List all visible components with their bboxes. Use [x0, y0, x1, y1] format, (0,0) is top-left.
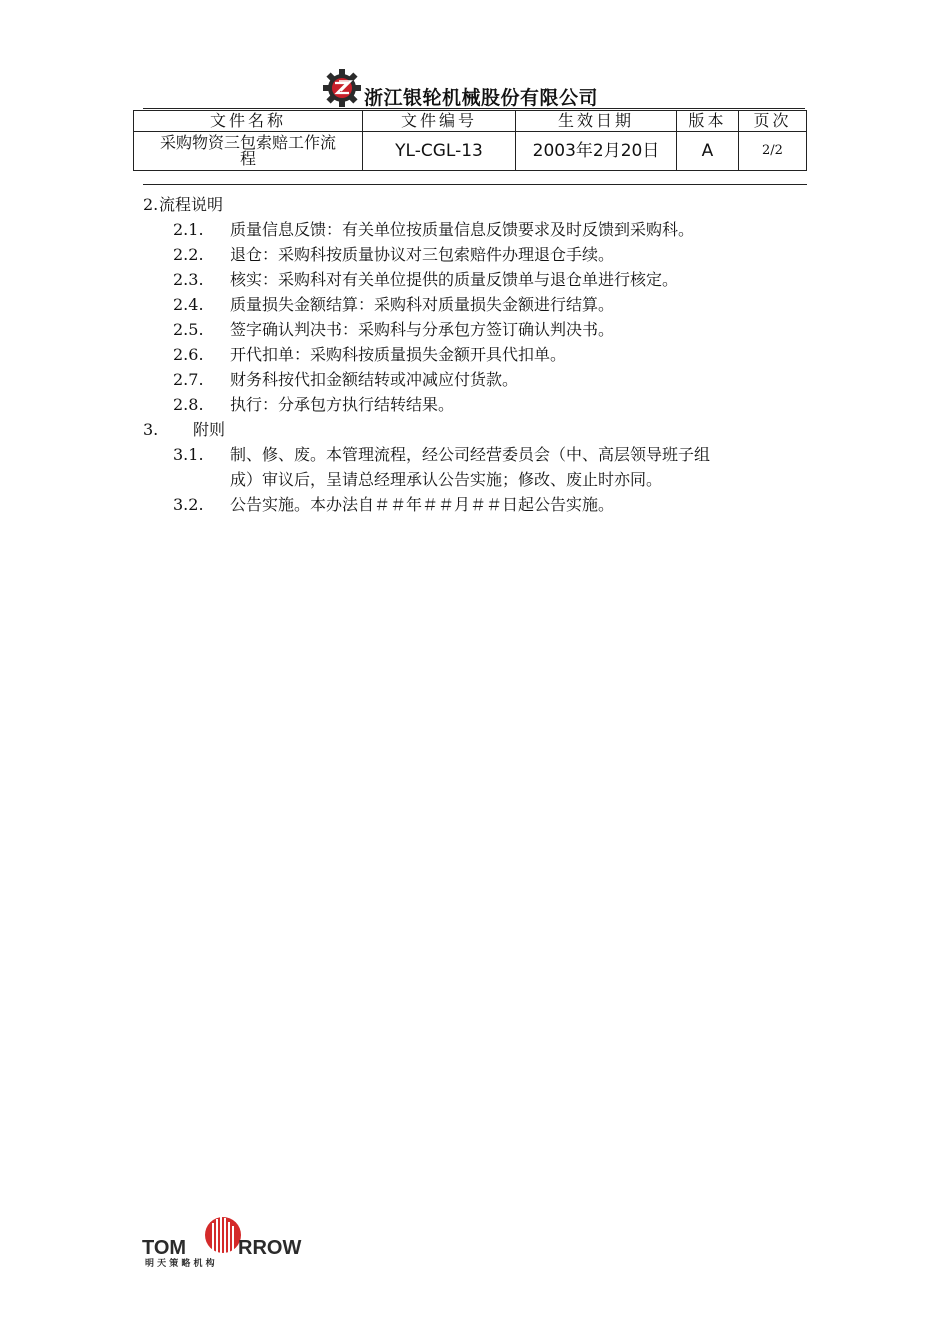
header-cell-page: 页次 [739, 111, 807, 132]
document-info-table [133, 110, 807, 171]
item-text: 制、修、废。本管理流程，经公司经营委员会（中、高层领导班子组 [230, 445, 711, 464]
header-cell-number: 文件编号 [363, 111, 516, 132]
item-number: 2.3. [173, 270, 204, 289]
section-number: 3. [143, 420, 159, 439]
brand-name-right: RROW [238, 1237, 302, 1259]
item-number: 2.2. [173, 245, 204, 264]
document-title-line2: 程 [239, 149, 256, 168]
document-body [143, 192, 813, 517]
list-item [143, 242, 813, 267]
list-item [143, 267, 813, 292]
section-number: 2. [143, 195, 159, 214]
list-item [143, 442, 813, 467]
item-text: 开代扣单：采购科按质量损失金额开具代扣单。 [230, 345, 567, 364]
list-item [143, 492, 813, 517]
list-item [143, 292, 813, 317]
list-item [143, 317, 813, 342]
tomorrow-brand-logo-icon [142, 1213, 304, 1267]
item-number: 2.4. [173, 295, 204, 314]
document-number: YL-CGL-13 [363, 132, 516, 171]
list-item [143, 217, 813, 242]
item-number: 2.6. [173, 345, 204, 364]
item-number: 2.8. [173, 395, 204, 414]
list-item [143, 342, 813, 367]
list-item [143, 367, 813, 392]
item-text: 核实：采购科对有关单位提供的质量反馈单与退仓单进行核定。 [230, 270, 679, 289]
section-title: 附则 [193, 420, 226, 439]
info-table-value-row [134, 132, 807, 171]
item-text: 公告实施。本办法自＃＃年＃＃月＃＃日起公告实施。 [230, 495, 615, 514]
item-number: 2.5. [173, 320, 204, 339]
item-number: 2.7. [173, 370, 204, 389]
item-text: 质量损失金额结算：采购科对质量损失金额进行结算。 [230, 295, 615, 314]
item-text: 质量信息反馈：有关单位按质量信息反馈要求及时反馈到采购科。 [230, 220, 695, 239]
section-title: 流程说明 [159, 195, 224, 214]
header-cell-version: 版本 [677, 111, 739, 132]
document-title-cell [134, 132, 363, 171]
item-number: 2.1. [173, 220, 204, 239]
effective-date: 2003年2月20日 [516, 132, 677, 171]
info-table-header-row [134, 111, 807, 132]
list-item-continuation [143, 467, 813, 492]
gear-logo-icon [322, 68, 362, 108]
brand-name-left: TOM [142, 1237, 187, 1259]
item-text: 执行：分承包方执行结转结果。 [230, 395, 455, 414]
section-3-heading [143, 417, 813, 442]
brand-sun-icon [205, 1217, 241, 1253]
item-number: 3.2. [173, 495, 204, 514]
header-rule-top [143, 108, 805, 109]
item-text: 签字确认判决书：采购科与分承包方签订确认判决书。 [230, 320, 615, 339]
document-title-line1: 采购物资三包索赔工作流 [159, 133, 336, 152]
header-cell-name: 文件名称 [134, 111, 363, 132]
company-heading [322, 66, 598, 110]
item-text: 退仓：采购科按质量协议对三包索赔件办理退仓手续。 [230, 245, 615, 264]
list-item [143, 392, 813, 417]
brand-tagline: 明 天 策 略 机 构 [145, 1259, 215, 1267]
item-text: 财务科按代扣金额结转或冲减应付货款。 [230, 370, 519, 389]
header-rule-bottom [143, 184, 807, 185]
header-cell-date: 生效日期 [516, 111, 677, 132]
document-version: A [677, 132, 739, 171]
item-text: 成）审议后，呈请总经理承认公告实施；修改、废止时亦同。 [230, 470, 663, 489]
company-name: 浙江银轮机械股份有限公司 [364, 86, 599, 109]
item-number: 3.1. [173, 445, 204, 464]
page-number: 2/2 [739, 132, 807, 171]
section-2-heading [143, 192, 813, 217]
